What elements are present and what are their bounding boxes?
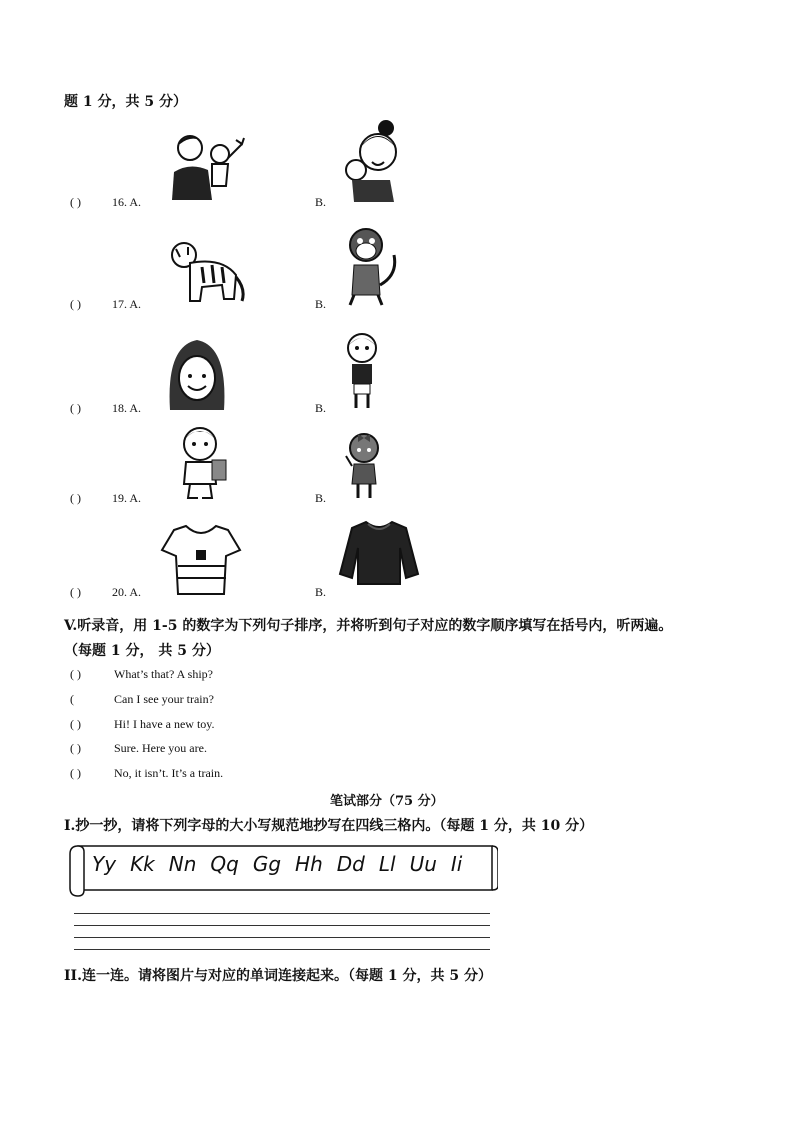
letter-pair: Qq	[210, 852, 239, 876]
letter-row	[92, 852, 476, 876]
letter-pair: Ii	[450, 852, 463, 876]
answer-paren[interactable]: ( )	[70, 741, 81, 755]
sentence-text: Sure. Here you are.	[114, 741, 207, 755]
answer-paren[interactable]: ( )	[70, 717, 81, 731]
sentence-item	[70, 692, 214, 707]
written-part-heading: 笔试部分（75 分）	[330, 794, 444, 809]
option-a-label: 18. A.	[112, 401, 142, 415]
sweater-picture[interactable]	[338, 518, 420, 586]
section-v-scoring: （每题 1 分， 共 5 分）	[64, 643, 220, 659]
option-b-label: B.	[315, 195, 327, 209]
option-b-label: B.	[315, 401, 327, 415]
grid-line	[74, 913, 490, 914]
sentence-text: What’s that? A ship?	[114, 667, 213, 681]
letter-pair: Uu	[409, 852, 437, 876]
question-18	[70, 401, 141, 416]
section-ii-title: II.连一连。请将图片与对应的单词连接起来。（每题 1 分，共 5 分）	[64, 968, 492, 984]
grid-line	[74, 949, 490, 950]
option-a-label: 19. A.	[112, 491, 142, 505]
letter-pair: Hh	[295, 852, 323, 876]
sentence-item	[70, 741, 207, 756]
option-b-label: B.	[315, 491, 327, 505]
sentence-text: Hi! I have a new toy.	[114, 717, 215, 731]
letter-pair: Ll	[378, 852, 396, 876]
option-b-label: B.	[315, 585, 327, 599]
father-holding-baby-picture[interactable]	[162, 130, 252, 202]
section-intro: 题 1 分，共 5 分）	[64, 94, 187, 110]
grid-line	[74, 937, 490, 938]
letter-pair: Gg	[252, 852, 282, 876]
boy-standing-picture[interactable]	[338, 330, 386, 412]
sentence-item	[70, 766, 223, 781]
sentence-item	[70, 717, 215, 732]
mother-holding-baby-picture[interactable]	[338, 118, 418, 204]
option-b-label: B.	[315, 297, 327, 311]
sentence-text: Can I see your train?	[114, 692, 214, 706]
answer-paren[interactable]: ( )	[70, 401, 81, 415]
monkey-picture[interactable]	[338, 225, 402, 307]
answer-paren[interactable]: ( )	[70, 766, 81, 780]
girl-with-bow-picture[interactable]	[338, 428, 388, 500]
answer-paren[interactable]: ( )	[70, 297, 81, 311]
section-v-title: V.听录音，用 1-5 的数字为下列句子排序，并将听到句子对应的数字顺序填写在括号内，听两遍。	[64, 618, 673, 634]
boy-with-backpack-picture[interactable]	[168, 424, 234, 502]
answer-paren[interactable]: ( )	[70, 667, 81, 681]
letter-pair: Kk	[130, 852, 155, 876]
letter-pair: Dd	[336, 852, 365, 876]
tiger-picture[interactable]	[162, 237, 246, 307]
answer-paren[interactable]: ( )	[70, 195, 81, 209]
option-a-label: 17. A.	[112, 297, 142, 311]
answer-paren[interactable]: ( )	[70, 585, 81, 599]
option-a-label: 20. A.	[112, 585, 142, 599]
grid-line	[74, 925, 490, 926]
sentence-item	[70, 667, 213, 682]
question-20	[70, 585, 141, 600]
answer-paren[interactable]: (	[70, 692, 74, 706]
smiling-girl-face-picture[interactable]	[166, 336, 228, 412]
sentence-text: No, it isn’t. It’s a train.	[114, 766, 224, 780]
letter-pair: Yy	[92, 852, 117, 876]
letter-pair: Nn	[168, 852, 197, 876]
question-17	[70, 297, 141, 312]
question-19	[70, 491, 141, 506]
option-a-label: 16. A.	[112, 195, 142, 209]
section-i-title: I.抄一抄，请将下列字母的大小写规范地抄写在四线三格内。（每题 1 分，共 10 分）	[64, 818, 594, 834]
t-shirt-picture[interactable]	[160, 522, 242, 598]
answer-paren[interactable]: ( )	[70, 491, 81, 505]
question-16	[70, 195, 141, 210]
